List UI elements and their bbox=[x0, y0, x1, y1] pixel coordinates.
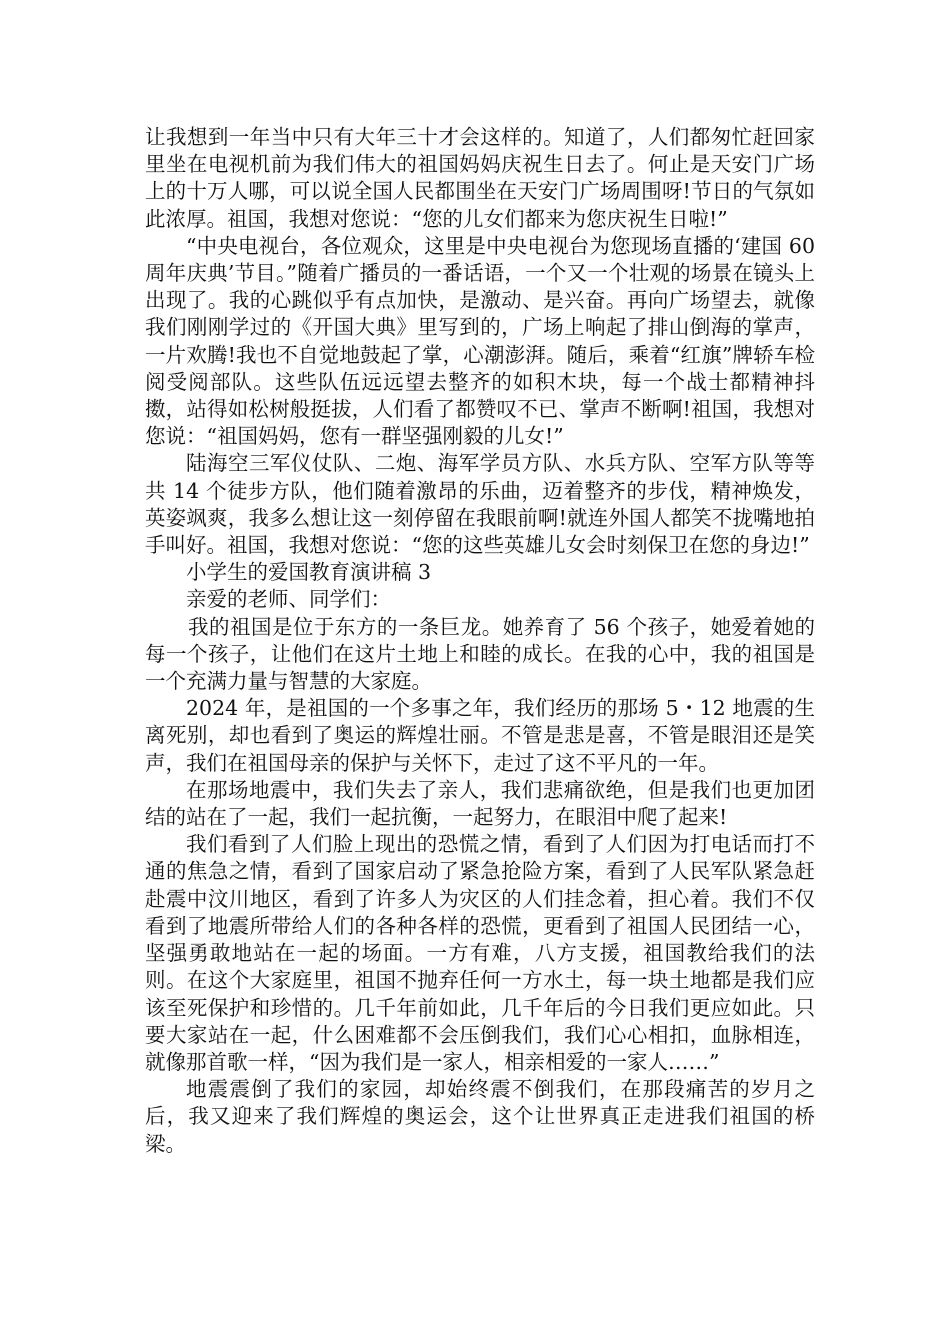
paragraph-celebration-intro: 让我想到一年当中只有大年三十才会这样的。知道了，人们都匆忙赶回家里坐在电视机前为我们伟大的祖国妈妈庆祝生日去了。何止是天安门广场上的十万人哪，可以说全国人民都围坐在天安门广场周围呀!节日的气氛如此浓厚。祖国，我想对您说：“您的儿女们都来为您庆祝生日啦!” bbox=[145, 125, 815, 231]
paragraph-eventful-year: 2024 年，是祖国的一个多事之年，我们经历的那场 5・12 地震的生离死别，却也看到了奥运的辉煌壮丽。不管是悲是喜，不管是眼泪还是笑声，我们在祖国母亲的保护与关怀下，走过了这不平凡的一年。 bbox=[145, 696, 815, 775]
paragraph-earthquake: 在那场地震中，我们失去了亲人，我们悲痛欲绝，但是我们也更加团结的站在了一起，我们一起抗衡，一起努力，在眼泪中爬了起来! bbox=[145, 777, 815, 830]
speech-heading: 小学生的爱国教育演讲稿 3 bbox=[186, 560, 432, 585]
document-page bbox=[145, 124, 815, 1158]
paragraph-unity: 我们看到了人们脸上现出的恐慌之情，看到了人们因为打电话而打不通的焦急之情，看到了国家启动了紧急抢险方案，看到了人民军队紧急赶赴震中汶川地区，看到了许多人为灾区的人们挂念着，担心着。我们不仅看到了地震所带给人们的各种各样的恐慌，更看到了祖国人民团结一心，坚强勇敢地站在一起的场面。一方有难，八方支援，祖国教给我们的法则。在这个大家庭里，祖国不抛弃任何一方水土，每一块土地都是我们应该至死保护和珍惜的。几千年前如此，几千年后的今日我们更应如此。只要大家站在一起，什么困难都不会压倒我们，我们心心相扣，血脉相连，就像那首歌一样，“因为我们是一家人，相亲相爱的一家人……” bbox=[145, 832, 815, 1074]
paragraph-broadcast: “中央电视台，各位观众，这里是中央电视台为您现场直播的‘建国 60 周年庆典’节目。”随着广播员的一番话语，一个又一个壮观的场景在镜头上出现了。我的心跳似乎有点加快，是激动、是兴奋。再向广场望去，就像我们刚刚学过的《开国大典》里写到的，广场上响起了排山倒海的掌声，一片欢腾!我也不自觉地鼓起了掌，心潮澎湃。随后，乘着“红旗”牌轿车检阅受阅部队。这些队伍远远望去整齐的如积木块，每一个战士都精神抖擞，站得如松树般挺拔，人们看了都赞叹不已、掌声不断啊!祖国，我想对您说：“祖国妈妈，您有一群坚强刚毅的儿女!” bbox=[145, 233, 815, 449]
paragraph-motherland-dragon: 我的祖国是位于东方的一条巨龙。她养育了 56 个孩子，她爱着她的每一个孩子，让他们在这片土地上和睦的成长。在我的心中，我的祖国是一个充满力量与智慧的大家庭。 bbox=[145, 614, 815, 694]
paragraph-parade: 陆海空三军仪仗队、二炮、海军学员方队、水兵方队、空军方队等等共 14 个徒步方队，他们随着激昂的乐曲，迈着整齐的步伐，精神焕发，英姿飒爽，我多么想让这一刻停留在我眼前啊!就连外国人都笑不拢嘴地拍手叫好。祖国，我想对您说：“您的这些英雄儿女会时刻保卫在您的身边!” bbox=[145, 451, 815, 558]
paragraph-olympics: 地震震倒了我们的家园，却始终震不倒我们，在那段痛苦的岁月之后，我又迎来了我们辉煌的奥运会，这个让世界真正走进我们祖国的桥梁。 bbox=[145, 1077, 815, 1156]
salutation: 亲爱的老师、同学们： bbox=[186, 587, 391, 612]
